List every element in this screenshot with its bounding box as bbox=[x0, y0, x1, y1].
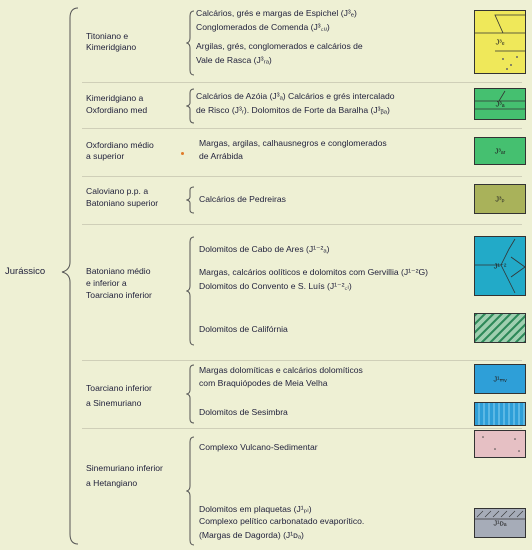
legend-box-label: J¹ₘᵥ bbox=[493, 374, 507, 384]
unit-line: Dolomitos de Sesimbra bbox=[199, 407, 288, 417]
stage-label: Batoniano médio bbox=[86, 266, 151, 276]
stage-label: Caloviano p.p. a bbox=[86, 186, 149, 196]
separator bbox=[82, 428, 522, 429]
unit-line: Dolomitos em plaquetas (J¹ₚₗ) bbox=[199, 504, 312, 514]
legend-box-label: J¹⁻² bbox=[493, 261, 507, 271]
group-brace bbox=[186, 186, 196, 214]
group-brace bbox=[186, 10, 196, 76]
stage-label: Oxfordiano médio bbox=[86, 140, 154, 150]
marker-dot bbox=[181, 152, 184, 155]
unit-line: Calcários de Pedreiras bbox=[199, 194, 286, 204]
unit-line: Dolomitos de Califórnia bbox=[199, 324, 288, 334]
legend-box-label: J³ₚ bbox=[495, 194, 505, 204]
unit-line: de Arrábida bbox=[199, 151, 243, 161]
unit-line: Calcários de Azóia (J³ₐ) Calcários e grés intercalado bbox=[196, 91, 395, 101]
stage-label: a Sinemuriano bbox=[86, 398, 142, 408]
legend-box bbox=[474, 508, 526, 538]
stage-label: Oxfordiano med bbox=[86, 105, 148, 115]
stage-label: e inferior a bbox=[86, 278, 127, 288]
separator bbox=[82, 176, 522, 177]
legend-box-hatched bbox=[474, 313, 526, 343]
legend-box bbox=[474, 184, 526, 214]
unit-line: Dolomitos de Cabo de Ares (J¹⁻²ₐ) bbox=[199, 244, 330, 254]
stage-label: Toarciano inferior bbox=[86, 383, 152, 393]
unit-line: de Risco (J³ᵣ). Dolomitos de Forte da Baralha (J³ᵦₐ) bbox=[196, 105, 390, 115]
legend-box-label: J³ₐ bbox=[495, 99, 505, 109]
stage-label: a Hetangiano bbox=[86, 478, 138, 488]
separator bbox=[82, 82, 522, 83]
legend-box-label: J³ₐᵣ bbox=[494, 146, 506, 156]
unit-line: Argilas, grés, conglomerados e calcários de bbox=[196, 41, 363, 51]
group-brace bbox=[186, 88, 196, 124]
separator bbox=[82, 128, 522, 129]
unit-line: Complexo pelítico carbonatado evaporítico. bbox=[199, 516, 365, 526]
group-brace bbox=[186, 236, 196, 346]
legend-box bbox=[474, 364, 526, 394]
unit-line: Vale de Rasca (J³ᵣₐ) bbox=[196, 55, 272, 65]
unit-line: Conglomerados de Comenda (J³꜀ᵤ) bbox=[196, 22, 330, 32]
unit-line: Complexo Vulcano-Sedimentar bbox=[199, 442, 318, 452]
era-label: Jurássico bbox=[5, 266, 46, 277]
stage-label: Kimeridgiano a bbox=[86, 93, 144, 103]
legend-box bbox=[474, 10, 526, 74]
group-brace bbox=[186, 364, 196, 424]
stage-label: Titoniano e bbox=[86, 31, 129, 41]
stage-label: a superior bbox=[86, 151, 125, 161]
legend-box bbox=[474, 236, 526, 296]
unit-line: com Braquiópodes de Meia Velha bbox=[199, 378, 328, 388]
stage-label: Kimeridgiano bbox=[86, 42, 137, 52]
unit-line: Margas, calcários oolíticos e dolomitos com Gervillia (J¹⁻²G) bbox=[199, 267, 428, 277]
separator bbox=[82, 224, 522, 225]
legend-box-label: J¹ᴅₐ bbox=[493, 518, 507, 528]
separator bbox=[82, 360, 522, 361]
group-brace bbox=[186, 436, 196, 546]
stage-label: Sinemuriano inferior bbox=[86, 463, 163, 473]
legend-box bbox=[474, 430, 526, 458]
era-brace bbox=[58, 6, 82, 546]
unit-line: Margas dolomíticas e calcários dolomíticos bbox=[199, 365, 363, 375]
stage-label: Toarciano inferior bbox=[86, 290, 152, 300]
legend-box-hatched bbox=[474, 402, 526, 426]
unit-line: Margas, argilas, calhausnegros e conglomerados bbox=[199, 138, 387, 148]
legend-box-label: J³ₑ bbox=[495, 37, 505, 47]
stage-label: Batoniano superior bbox=[86, 198, 159, 208]
unit-line: Calcários, grés e margas de Espichel (J³ₑ) bbox=[196, 8, 357, 18]
legend-box bbox=[474, 88, 526, 120]
unit-line: (Margas de Dagorda) (J¹ᴅₐ) bbox=[199, 530, 304, 540]
unit-line: Dolomitos do Convento e S. Luís (J¹⁻²꜀ₗ) bbox=[199, 281, 352, 291]
legend-box bbox=[474, 137, 526, 165]
